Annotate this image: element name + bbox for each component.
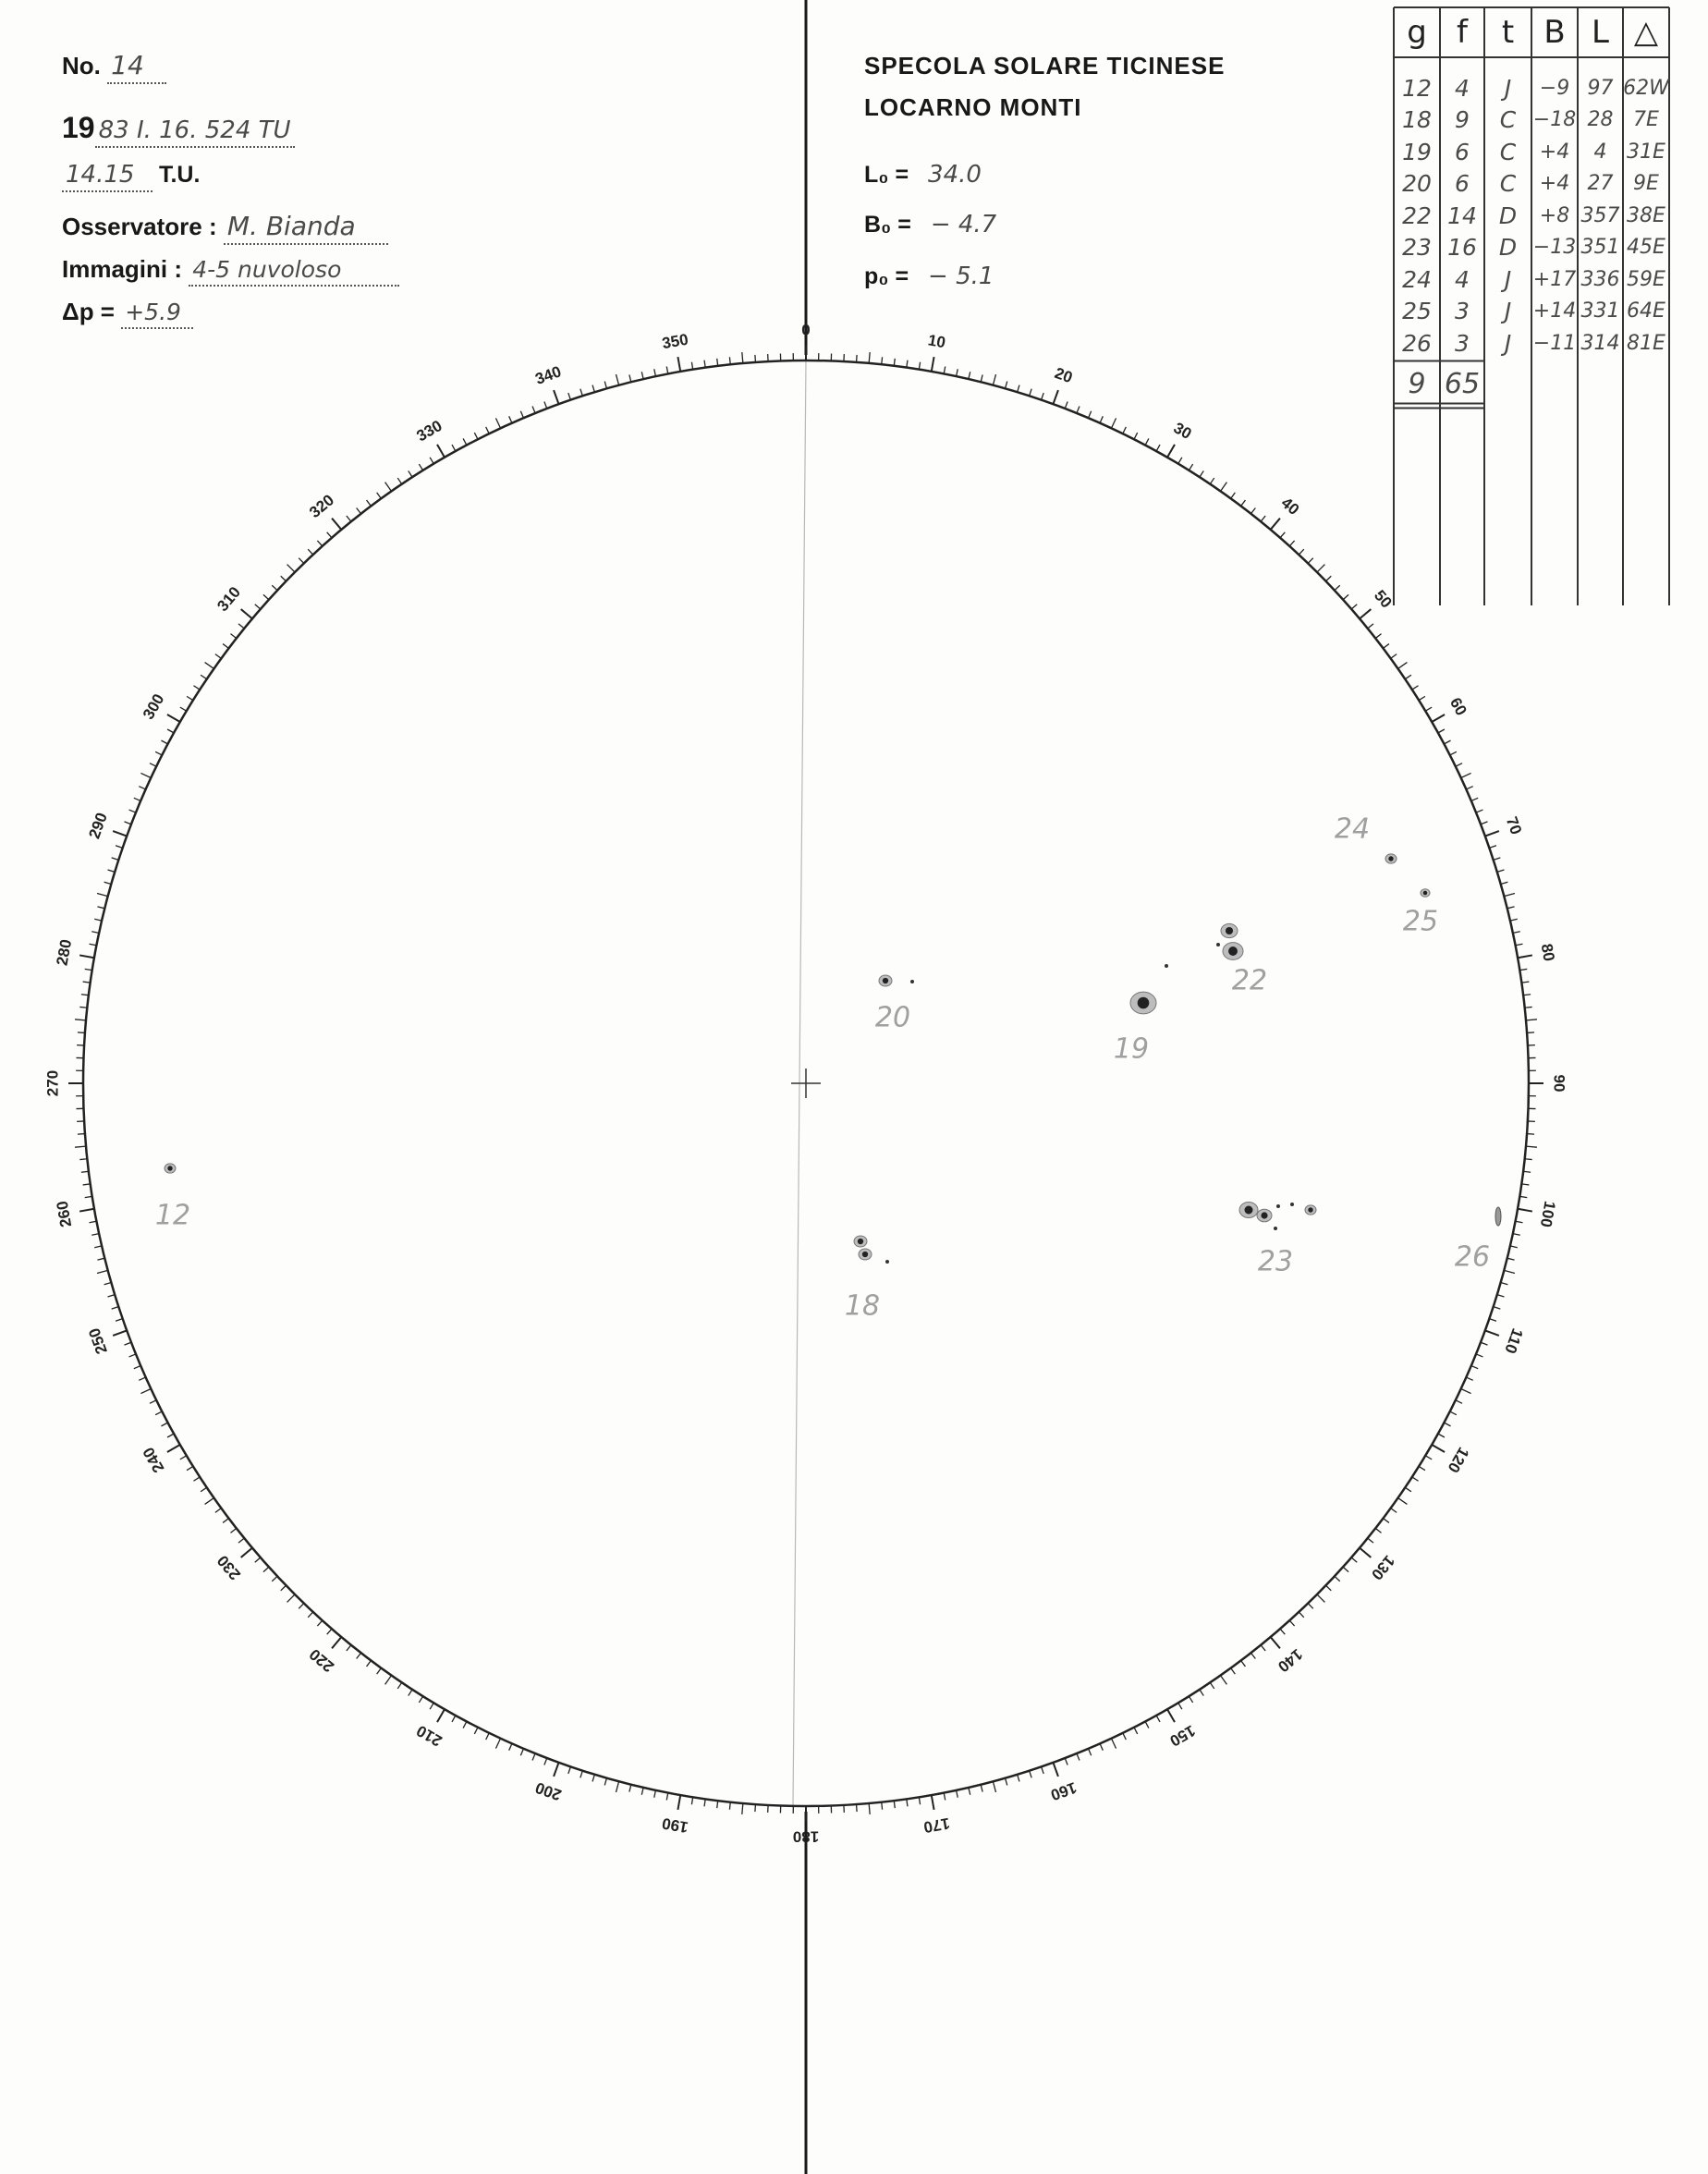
- sunspot-umbra: [862, 1252, 868, 1257]
- scale-tick-label: 300: [139, 690, 168, 723]
- param-B0-label: B₀ =: [864, 212, 911, 238]
- table-cell: 25: [1402, 298, 1432, 324]
- date-value: 83 I. 16. 524 TU: [95, 116, 295, 148]
- sunspot-umbra: [167, 1166, 172, 1170]
- scale-tick: [385, 482, 392, 492]
- scale-tick: [1111, 418, 1116, 428]
- param-P0-label: p₀ =: [864, 263, 909, 289]
- scale-tick-label: 280: [53, 937, 76, 968]
- scale-tick: [75, 1146, 86, 1147]
- table-header-cell: L: [1592, 14, 1609, 51]
- table-cell: −11: [1532, 331, 1577, 355]
- table-cell: 3: [1455, 298, 1470, 324]
- scale-tick: [1518, 955, 1532, 958]
- scale-tick-label: 310: [214, 583, 245, 616]
- scale-tick-label: 80: [1537, 942, 1558, 963]
- sunspot-pore: [1276, 1204, 1280, 1208]
- table-cell: 4: [1455, 74, 1470, 102]
- table-total-cell: 9: [1408, 368, 1426, 400]
- scale-tick: [495, 1739, 500, 1749]
- table-cell: 27: [1587, 172, 1614, 195]
- scale-tick: [932, 357, 934, 372]
- scale-tick: [1360, 609, 1371, 618]
- scale-tick-label: 350: [660, 330, 690, 353]
- sheet-number-label: No.: [62, 52, 101, 79]
- scale-tick-label: 130: [1367, 1551, 1398, 1583]
- sunspot-umbra: [1261, 1212, 1267, 1218]
- scale-tick: [1398, 1498, 1408, 1505]
- scale-tick-label: 170: [921, 1814, 952, 1837]
- scale-tick-label: 230: [214, 1551, 245, 1583]
- sunspot-group-labels: [155, 813, 1490, 1323]
- sunspot-pore: [1274, 1227, 1277, 1230]
- table-cell: +14: [1532, 299, 1577, 323]
- time-suffix: T.U.: [158, 162, 201, 188]
- scale-tick: [742, 1803, 743, 1814]
- table-cell: 7E: [1633, 108, 1659, 131]
- scale-tick-label: 250: [85, 1325, 111, 1357]
- scale-tick-label: 120: [1444, 1444, 1473, 1476]
- sunspot-umbra: [858, 1239, 863, 1244]
- table-cell: 97: [1587, 76, 1614, 100]
- scale-tick: [167, 714, 180, 722]
- scale-tick: [332, 1637, 341, 1648]
- scale-tick-label: 290: [85, 810, 111, 841]
- scale-tick: [1167, 1709, 1175, 1722]
- table-cell: −13: [1532, 236, 1577, 259]
- scale-tick: [437, 1709, 445, 1722]
- table-cell: J: [1504, 298, 1512, 324]
- table-cell: +17: [1532, 267, 1577, 291]
- sunspot-umbra: [883, 978, 888, 983]
- sunspot-group-label: 25: [1402, 905, 1439, 938]
- scale-tick: [1398, 663, 1408, 669]
- table-cell: 23: [1402, 234, 1432, 261]
- table-cell: C: [1499, 170, 1517, 197]
- sunspot-umbra: [1138, 997, 1150, 1009]
- table-header-cell: B: [1543, 14, 1566, 51]
- scale-tick-label: 320: [306, 491, 338, 522]
- sunspot-group-label: 24: [1334, 812, 1371, 846]
- scale-tick: [993, 374, 995, 385]
- scale-tick-label: 180: [792, 1827, 820, 1846]
- scale-tick: [1461, 1388, 1471, 1393]
- param-B0-value: − 4.7: [930, 211, 997, 238]
- scale-tick: [1526, 1146, 1537, 1147]
- param-P0-value: − 5.1: [928, 263, 994, 290]
- scale-tick: [437, 445, 445, 458]
- scale-tick: [554, 390, 558, 404]
- table-cell: D: [1498, 234, 1518, 261]
- scale-tick: [79, 955, 94, 958]
- scale-tick: [287, 565, 295, 572]
- table-header-cell: f: [1457, 14, 1468, 51]
- table-cell: 6: [1455, 138, 1470, 165]
- scale-tick: [113, 831, 127, 836]
- scale-tick: [332, 519, 341, 530]
- table-cell: C: [1499, 106, 1517, 133]
- table-cell: 19: [1402, 138, 1432, 165]
- sunspot-pore: [1165, 964, 1168, 968]
- scale-tick: [677, 357, 680, 372]
- scale-tick: [1485, 831, 1499, 836]
- scale-tick: [616, 374, 618, 385]
- table-cell: 64E: [1627, 299, 1665, 323]
- table-cell: 20: [1402, 170, 1432, 197]
- scale-tick: [1221, 482, 1227, 492]
- sheet-number-value: 14: [107, 50, 166, 84]
- scale-tick: [1461, 773, 1471, 777]
- scale-tick-label: 240: [139, 1444, 168, 1476]
- scale-tick-label: 220: [306, 1644, 338, 1676]
- sunspot-pore: [1216, 943, 1220, 947]
- scale-tick: [1053, 390, 1057, 404]
- sunspot-drawings: [165, 854, 1501, 1264]
- scale-tick-label: 90: [1550, 1074, 1568, 1093]
- scale-tick: [113, 1330, 127, 1335]
- scale-tick: [205, 663, 214, 669]
- table-header-cell: t: [1501, 14, 1515, 51]
- scale-tick-label: 260: [53, 1199, 76, 1229]
- sunspot-umbra: [1423, 891, 1428, 896]
- scale-tick: [79, 1209, 94, 1212]
- table-cell: J: [1504, 265, 1512, 293]
- table-cell: 314: [1580, 331, 1620, 355]
- observatory-name: SPECOLA SOLARE TICINESE: [864, 52, 1226, 79]
- table-header-cell: g: [1407, 14, 1427, 51]
- scale-tick-label: 340: [532, 362, 564, 388]
- sunspot-group-label: 23: [1257, 1245, 1294, 1278]
- scale-tick-label: 160: [1048, 1778, 1080, 1804]
- scale-tick: [869, 352, 870, 363]
- scale-tick: [1167, 445, 1175, 458]
- scale-tick-label: 110: [1501, 1325, 1527, 1356]
- table-cell: 4: [1455, 265, 1470, 293]
- scale-tick: [1504, 893, 1515, 896]
- table-total-cell: 65: [1444, 368, 1481, 400]
- scale-tick: [869, 1803, 870, 1814]
- sunspot-group-label: 26: [1454, 1240, 1491, 1274]
- observer-label: Osservatore :: [62, 213, 217, 240]
- scale-tick: [993, 1781, 995, 1792]
- images-label: Immagini :: [62, 255, 183, 283]
- table-cell: 3: [1455, 329, 1470, 357]
- disc-center-cross: [791, 1069, 821, 1098]
- scale-tick: [241, 1548, 252, 1557]
- table-cell: 24: [1402, 265, 1432, 293]
- table-cell: +8: [1539, 203, 1570, 227]
- scale-tick: [1053, 1763, 1057, 1777]
- dp-value: +5.9: [121, 299, 193, 329]
- year-prefix: 19: [62, 111, 95, 144]
- table-cell: −9: [1539, 76, 1570, 100]
- table-cell: D: [1498, 202, 1518, 229]
- scale-tick: [677, 1795, 680, 1810]
- scale-tick: [1111, 1739, 1116, 1749]
- sunspot-group-label: 12: [154, 1199, 191, 1232]
- dp-label: Δp =: [62, 298, 115, 325]
- scale-tick: [205, 1498, 214, 1505]
- table-cell: 6: [1455, 170, 1470, 197]
- sunspot-pore: [885, 1260, 889, 1264]
- table-cell: 26: [1402, 329, 1432, 357]
- table-cell: 31E: [1627, 140, 1665, 164]
- sunspot-penumbra: [1495, 1207, 1501, 1226]
- table-cell: 16: [1447, 234, 1477, 261]
- scale-tick-label: 50: [1370, 586, 1396, 612]
- scale-tick: [554, 1763, 558, 1777]
- scale-tick: [1360, 1548, 1371, 1557]
- scale-tick-label: 200: [532, 1778, 564, 1804]
- param-L0-value: 34.0: [928, 161, 982, 189]
- scale-tick-label: 330: [413, 416, 445, 446]
- table-cell: C: [1499, 138, 1517, 165]
- table-cell: 38E: [1627, 203, 1665, 227]
- scale-tick-label: 100: [1536, 1199, 1559, 1229]
- table-cell: 12: [1402, 74, 1432, 102]
- sunspot-umbra: [1388, 856, 1393, 861]
- sunspot-group-label: 18: [844, 1289, 881, 1323]
- table-cell: 9E: [1633, 172, 1659, 195]
- scale-tick-label: 0: [801, 321, 811, 339]
- scale-tick: [1221, 1676, 1227, 1685]
- table-cell: 336: [1580, 267, 1620, 291]
- scale-tick: [1271, 1637, 1280, 1648]
- sunspot-pore: [1290, 1203, 1294, 1206]
- scale-tick-label: 150: [1166, 1721, 1199, 1751]
- param-L0-label: L₀ =: [864, 162, 909, 188]
- scale-tick: [287, 1594, 295, 1602]
- table-cell: 28: [1587, 108, 1614, 131]
- scale-tick: [1271, 519, 1280, 530]
- scale-tick: [1485, 1330, 1499, 1335]
- table-cell: 357: [1580, 203, 1620, 227]
- sunspot-umbra: [1228, 947, 1238, 956]
- sunspot-group-label: 20: [874, 1001, 911, 1034]
- scale-tick-label: 140: [1274, 1644, 1306, 1676]
- table-cell: 14: [1447, 202, 1477, 229]
- scale-tick: [616, 1781, 618, 1792]
- scale-tick: [167, 1445, 180, 1452]
- sunspot-umbra: [1226, 927, 1233, 934]
- scale-tick: [495, 418, 500, 428]
- table-cell: 18: [1402, 106, 1432, 133]
- scale-tick-label: 60: [1446, 694, 1470, 719]
- table-cell: 9: [1455, 106, 1470, 133]
- table-cell: −18: [1532, 108, 1577, 131]
- table-header-cell: △: [1633, 14, 1659, 51]
- sunspot-group-label: 19: [1113, 1032, 1150, 1066]
- scale-tick: [1317, 1594, 1324, 1602]
- observatory-location: LOCARNO MONTI: [864, 93, 1082, 121]
- sunspot-pore: [910, 980, 914, 983]
- table-cell: +4: [1539, 140, 1570, 164]
- scale-tick-label: 70: [1502, 814, 1526, 837]
- scale-tick: [385, 1676, 392, 1685]
- scale-tick: [1432, 714, 1445, 722]
- sunspot-umbra: [1308, 1207, 1312, 1212]
- time-value: 14.15: [62, 161, 152, 192]
- images-value: 4-5 nuvoloso: [189, 256, 399, 287]
- table-cell: 81E: [1627, 331, 1665, 355]
- table-cell: +4: [1539, 172, 1570, 195]
- sunspot-umbra: [1245, 1206, 1253, 1215]
- scale-tick: [241, 609, 252, 618]
- scale-tick-label: 20: [1052, 363, 1075, 387]
- scale-tick-label: 270: [43, 1069, 62, 1097]
- table-cell: 22: [1402, 202, 1432, 229]
- scale-tick-label: 210: [413, 1721, 445, 1751]
- scale-tick-label: 190: [660, 1814, 690, 1837]
- scale-tick: [1317, 565, 1324, 572]
- sunspot-group-label: 22: [1231, 964, 1268, 997]
- scale-tick: [140, 773, 151, 777]
- scale-tick: [742, 352, 743, 363]
- table-cell: 351: [1580, 236, 1620, 259]
- table-cell: 62W: [1623, 76, 1669, 100]
- table-cell: 4: [1593, 140, 1607, 164]
- scale-tick: [97, 893, 108, 896]
- scale-tick: [1504, 1270, 1515, 1273]
- scale-tick: [1518, 1209, 1532, 1212]
- scale-tick: [140, 1388, 151, 1393]
- scale-tick: [97, 1270, 108, 1273]
- scale-tick-label: 40: [1277, 494, 1303, 519]
- table-cell: 45E: [1627, 236, 1665, 259]
- table-cell: 59E: [1627, 267, 1665, 291]
- scale-tick: [932, 1795, 934, 1810]
- observer-value: M. Bianda: [224, 211, 388, 245]
- table-cell: J: [1504, 329, 1512, 357]
- scale-tick: [1432, 1445, 1445, 1452]
- scale-tick-label: 10: [926, 331, 947, 352]
- table-cell: J: [1504, 74, 1512, 102]
- scale-tick-label: 30: [1170, 419, 1195, 444]
- table-cell: 331: [1580, 299, 1620, 323]
